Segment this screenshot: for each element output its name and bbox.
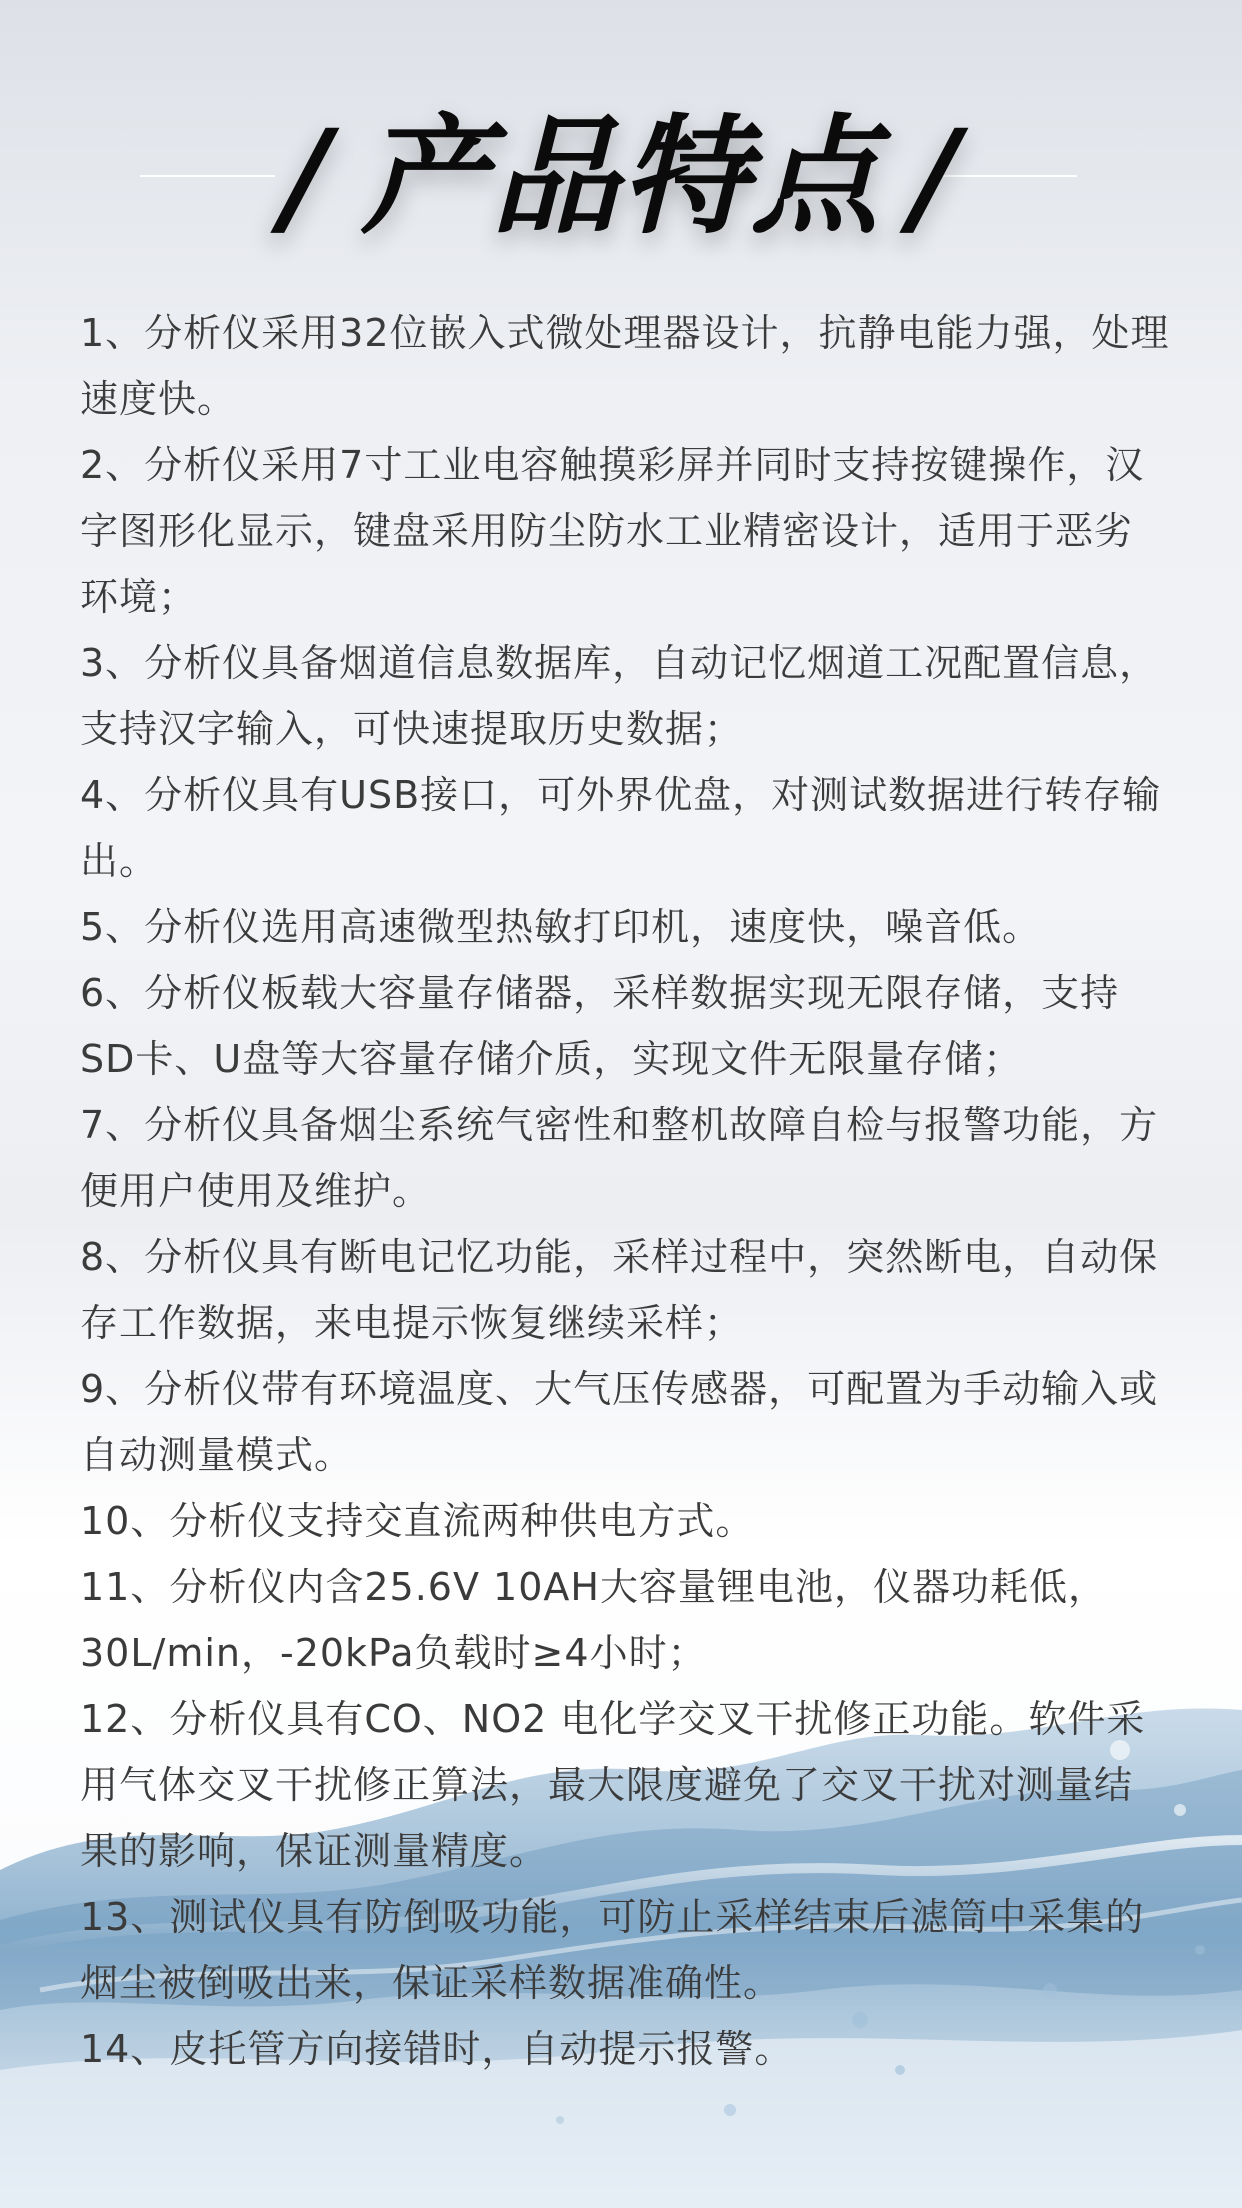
- feature-item: 11、分析仪内含25.6V 10AH大容量锂电池，仪器功耗低，30L/min，-20kPa负载时≥4小时；: [80, 1565, 1107, 1675]
- feature-item: 2、分析仪采用7寸工业电容触摸彩屏并同时支持按键操作，汉字图形化显示，键盘采用防尘防水工业精密设计，适用于恶劣环境；: [80, 443, 1145, 619]
- feature-item: 5、分析仪选用高速微型热敏打印机，速度快，噪音低。: [80, 905, 1042, 949]
- feature-item: 3、分析仪具备烟道信息数据库，自动记忆烟道工况配置信息，支持汉字输入，可快速提取历史数据；: [80, 641, 1159, 751]
- title-slash-right: /: [895, 103, 976, 252]
- feature-item: 10、分析仪支持交直流两种供电方式。: [80, 1499, 755, 1543]
- feature-item: 13、测试仪具有防倒吸功能，可防止采样结束后滤筒中采集的烟尘被倒吸出来，保证采样数据准确性。: [80, 1895, 1145, 2005]
- feature-item: 6、分析仪板载大容量存储器，采样数据实现无限存储，支持SD卡、U盘等大容量存储介质，实现文件无限量存储；: [80, 971, 1120, 1081]
- feature-item: 7、分析仪具备烟尘系统气密性和整机故障自检与报警功能，方便用户使用及维护。: [80, 1103, 1159, 1213]
- feature-item: 1、分析仪采用32位嵌入式微处理器设计，抗静电能力强，处理速度快。: [80, 311, 1170, 421]
- feature-list-section: [80, 300, 1170, 2082]
- title-slash-left: /: [266, 103, 347, 252]
- feature-item: 14、皮托管方向接错时，自动提示报警。: [80, 2027, 794, 2071]
- feature-list: [80, 300, 1170, 2082]
- feature-item: 8、分析仪具有断电记忆功能，采样过程中，突然断电，自动保存工作数据，来电提示恢复继续采样；: [80, 1235, 1159, 1345]
- page-title: [0, 103, 1242, 252]
- feature-item: 12、分析仪具有CO、NO2 电化学交叉干扰修正功能。软件采用气体交叉干扰修正算法，最大限度避免了交叉干扰对测量结果的影响，保证测量精度。: [80, 1697, 1146, 1873]
- title-text: 产品特点: [360, 103, 881, 252]
- feature-item: 9、分析仪带有环境温度、大气压传感器，可配置为手动输入或自动测量模式。: [80, 1367, 1159, 1477]
- feature-item: 4、分析仪具有USB接口，可外界优盘，对测试数据进行转存输出。: [80, 773, 1162, 883]
